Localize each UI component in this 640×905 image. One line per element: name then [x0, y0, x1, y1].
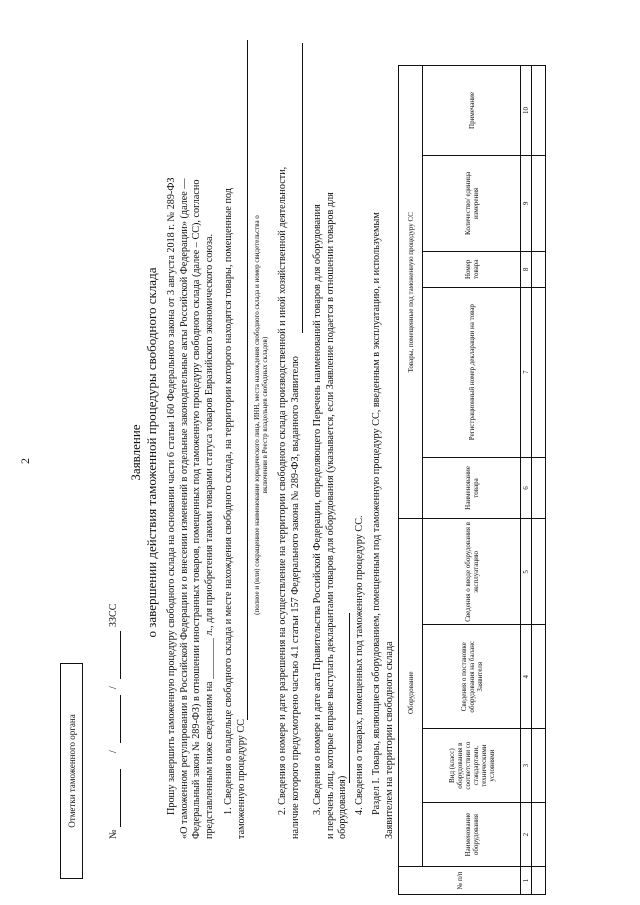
- col-number: 5: [521, 519, 532, 625]
- table-row: [532, 66, 546, 895]
- document-subtitle: о завершении действия таможенной процедуры свободного склада: [144, 267, 159, 638]
- item-2-fill-line: [302, 43, 303, 333]
- goods-table: [398, 65, 546, 895]
- document-title: Заявление: [128, 424, 143, 481]
- table-cell[interactable]: [532, 155, 546, 251]
- col-header-balance: Сведения о постановке оборудования на баланс Заявителя: [423, 625, 521, 729]
- table-row-numbers: [521, 66, 532, 895]
- table-cell[interactable]: [532, 287, 546, 457]
- col-header-commissioning: Сведения о вводе оборудования в эксплуатацию: [423, 519, 521, 625]
- item-4: 4. Сведения о товарах, помещенных под таможенную процедуру СС.: [354, 515, 365, 815]
- col-number: 2: [521, 803, 532, 867]
- col-number: 6: [521, 457, 532, 519]
- group-header-equipment: Оборудование: [399, 519, 423, 867]
- page-number: 2: [18, 458, 32, 464]
- table-cell[interactable]: [532, 803, 546, 867]
- registration-line: № / / ЗЗСС: [108, 603, 119, 839]
- group-header-goods: Товары, помещенные под таможенную процедуру СС: [399, 66, 423, 519]
- item-3-fill-line: [349, 613, 350, 783]
- table-cell[interactable]: [532, 625, 546, 729]
- col-header-goods-name: Наименование товара: [423, 457, 521, 519]
- table-cell[interactable]: [532, 729, 546, 803]
- table-cell[interactable]: [532, 457, 546, 519]
- customs-marks-box: [60, 663, 83, 879]
- col-number: 3: [521, 729, 532, 803]
- col-header-declaration-number: Регистрационный номер декларации на товар: [423, 287, 521, 457]
- table-cell[interactable]: [532, 251, 546, 287]
- col-number: 9: [521, 155, 532, 251]
- col-header-number: № п/п: [399, 867, 521, 895]
- col-header-equipment-name: Наименование оборудования: [423, 803, 521, 867]
- col-number: 7: [521, 287, 532, 457]
- col-number: 10: [521, 66, 532, 156]
- col-header-goods-number: Номер товара: [423, 251, 521, 287]
- col-header-equipment-class: Вид (класс) оборудования в соответствии со стандартами, техническими условиями: [423, 729, 521, 803]
- col-header-note: Примечание: [423, 66, 521, 156]
- table-cell[interactable]: [532, 519, 546, 625]
- col-number: 8: [521, 251, 532, 287]
- item-1-caption: (полное и (или) сокращенное наименование юридического лица, ИНН, места нахождения свободного склада и номер свидетельства о включении в Реестр владельцев свободных складов): [253, 215, 269, 615]
- table-cell[interactable]: [532, 867, 546, 895]
- col-number: 4: [521, 625, 532, 729]
- item-1-fill-line: [247, 40, 248, 720]
- col-header-quantity: Количество/ единица измерения: [423, 155, 521, 251]
- customs-marks-label: Отметки таможенного органа: [66, 714, 77, 828]
- document-page: 2 Отметки таможенного органа № / / ЗЗСС Заявление о завершении действия таможенной процедуры свободного склада Прошу завершить таможенную процедуру свободного склада на основании части 6 статьи 160 Федерального закона от 3 августа 2018 г. № 289-ФЗ «О таможенном регулировании в Российской Федерации и о внесении изменений в отдельные законодательные акты Российской Федерации» (далее — Федеральный закон № 289-ФЗ) в отношении иностранных товаров, помещенных под таможенную процедуру свободного склада (далее – СС), согласно представленным ниже сведениям на ________ л., для приобретения такими товарами статуса товаров Евразийского экономического союза. 1. Сведения о владельце свободного склада и месте нахождения свободного склада, на территории которого находятся товары, помещенные под таможенную процедуру СС (полное и (или) сокращенное наименование юридического лица, ИНН, места нахождения свободного склада и номер свидетельства о включении в Реестр владельцев свободных складов) 2. Сведения о номере и дате разрешения на осуществление на территории свободного склада производственной и иной хозяйственной деятельности, наличие которого предусмотрено частью 4.1 статьи 157 Федерального закона № 289-ФЗ, выданного Заявителю 3. Сведения о номере и дате акта Правительства Российской Федерации, определяющего Перечень наименований товаров для оборудования и перечень лиц, которые вправе выступать декларантами товаров для оборудования (указывается, если Заявление подается в отношении товаров для оборудования) 4. Сведения о товарах, помещенных под таможенную процедуру СС. Раздел I. Товары, являющиеся оборудованием, помещенным под таможенную процедуру СС, введенным в эксплуатацию, и используемым Заявителем на территории свободного склада № п/п Оборудование Товары, помещенные под таможенную процедуру СС Наименование оборудования Вид (класс) оборудования в соответствии со стандартами, техническими условиями Сведения о постановке оборудования на баланс Заявителя Сведения о вводе оборудования в эксплуатацию Наименование товара Регистрационный номер декларации на товар Номер товара Количество/ единица измерения Примечание 1 2 3 4 5 6 7 8 9 10: [0, 0, 640, 905]
- table-cell[interactable]: [532, 66, 546, 156]
- col-number: 1: [521, 867, 532, 895]
